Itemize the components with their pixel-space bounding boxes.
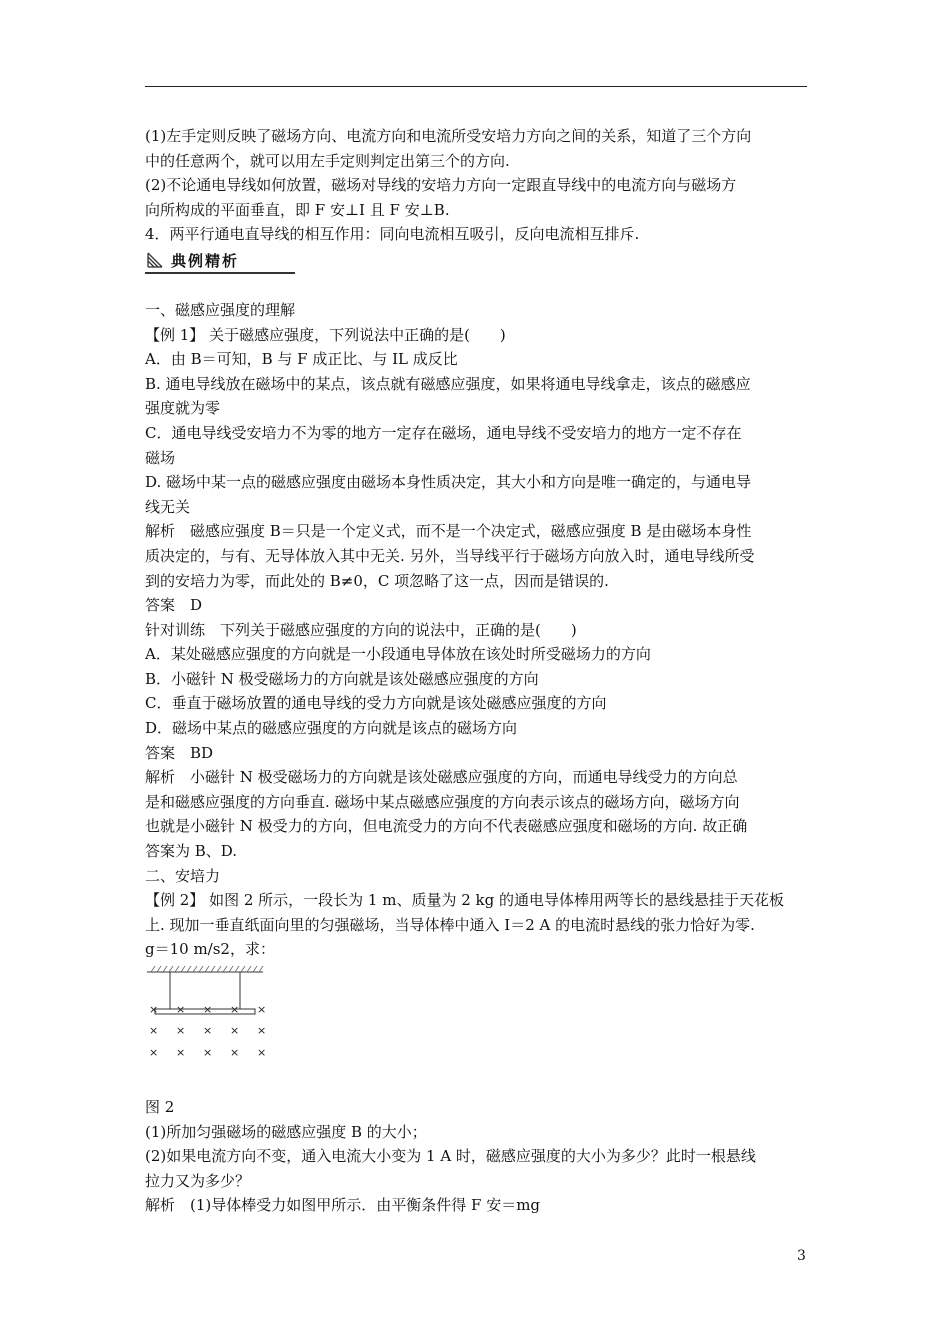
ceiling-hatch xyxy=(217,966,221,972)
field-into-page-mark: × xyxy=(149,1046,159,1059)
field-into-page-mark: × xyxy=(257,1046,267,1059)
field-into-page-mark: × xyxy=(257,1003,267,1016)
ceiling-hatch xyxy=(235,966,239,972)
field-into-page-mark: × xyxy=(149,1003,159,1016)
figure-2 xyxy=(145,964,275,1079)
field-into-page-mark: × xyxy=(176,1046,186,1059)
field-into-page-mark: × xyxy=(176,1003,186,1016)
ceiling-hatch xyxy=(199,966,203,972)
ceiling-hatch xyxy=(163,966,167,972)
text-line: 解析 (1)导体棒受力如图甲所示．由平衡条件得 F 安＝mg xyxy=(145,1196,541,1215)
text-line: 向所构成的平面垂直，即 F 安⊥I 且 F 安⊥B. xyxy=(145,200,450,219)
text-line: B．小磁针 N 极受磁场力的方向就是该处磁感应强度的方向 xyxy=(145,669,539,688)
ceiling-hatch xyxy=(211,966,215,972)
text-line: 磁场 xyxy=(145,448,176,467)
ceiling-hatch xyxy=(247,966,251,972)
field-into-page-mark: × xyxy=(203,1046,213,1059)
field-into-page-mark: × xyxy=(257,1024,267,1037)
text-line: 图 2 xyxy=(145,1098,175,1116)
text-line: 答案 BD xyxy=(145,743,214,762)
field-into-page-mark: × xyxy=(203,1024,213,1037)
text-line: 拉力又为多少？ xyxy=(145,1171,251,1190)
field-into-page-mark: × xyxy=(176,1024,186,1037)
text-line: 是和磁感应强度的方向垂直. 磁场中某点磁感应强度的方向表示该点的磁场方向，磁场方向 xyxy=(145,792,740,811)
text-line: 上. 现加一垂直纸面向里的匀强磁场，当导体棒中通入 I＝2 A 的电流时悬线的张力恰好为零. xyxy=(145,915,755,934)
ceiling-hatch xyxy=(175,966,179,972)
text-line: A．某处磁感应强度的方向就是一小段通电导体放在该处时所受磁场力的方向 xyxy=(145,645,651,664)
ceiling-hatch xyxy=(229,966,233,972)
page-content xyxy=(145,124,810,1218)
section-heading xyxy=(145,250,810,276)
text-line: (2)如果电流方向不变，通入电流大小变为 1 A 时，磁感应强度的大小为多少？此时一根悬线 xyxy=(145,1147,756,1166)
text-line: 针对训练 下列关于磁感应强度的方向的说法中，正确的是( ) xyxy=(145,620,577,639)
text-line: (1)所加匀强磁场的磁感应强度 B 的大小； xyxy=(145,1122,427,1141)
field-into-page-mark: × xyxy=(149,1024,159,1037)
ceiling-hatch xyxy=(259,966,263,972)
ceiling-hatch xyxy=(205,966,209,972)
text-line: 【例 1】 关于磁感应强度，下列说法中正确的是( ) xyxy=(145,325,506,344)
tail-text xyxy=(145,1095,810,1218)
text-line: D. 磁场中某一点的磁感应强度由磁场本身性质决定，其大小和方向是唯一确定的，与通电导 xyxy=(145,473,752,492)
text-line: 一、磁感应强度的理解 xyxy=(145,300,296,319)
text-line: B. 通电导线放在磁场中的某点，该点就有磁感应强度，如果将通电导线拿走，该点的磁感应 xyxy=(145,374,751,393)
field-into-page-mark: × xyxy=(230,1046,240,1059)
text-line: 4．两平行通电直导线的相互作用：同向电流相互吸引，反向电流相互排斥. xyxy=(145,225,640,244)
field-into-page-mark: × xyxy=(230,1024,240,1037)
field-into-page-mark: × xyxy=(203,1003,213,1016)
text-line: A．由 B＝可知，B 与 F 成正比、与 IL 成反比 xyxy=(145,350,458,369)
text-line: 线无关 xyxy=(145,497,191,516)
text-line: (1)左手定则反映了磁场方向、电流方向和电流所受安培力方向之间的关系，知道了三个方向 xyxy=(145,127,752,145)
ceiling-hatch xyxy=(223,966,227,972)
text-line: 答案为 B、D. xyxy=(145,842,238,861)
ceiling-hatch xyxy=(253,966,257,972)
text-line: C．通电导线受安培力不为零的地方一定存在磁场，通电导线不受安培力的地方一定不存在 xyxy=(145,423,742,442)
section-title: 典例精析 xyxy=(171,251,240,270)
text-line: g＝10 m/s2，求： xyxy=(145,940,275,959)
text-line: (2)不论通电导线如何放置，磁场对导线的安培力方向一定跟直导线中的电流方向与磁场方 xyxy=(145,176,737,195)
text-line: 中的任意两个，就可以用左手定则判定出第三个的方向. xyxy=(145,151,510,170)
ceiling-hatch xyxy=(241,966,245,972)
text-line: 强度就为零 xyxy=(145,399,221,418)
text-line: 二、安培力 xyxy=(145,866,221,885)
ceiling-hatch xyxy=(169,966,173,972)
text-line: 解析 小磁针 N 极受磁场力的方向就是该处磁感应强度的方向，而通电导线受力的方向总 xyxy=(145,768,738,787)
ceiling-hatch xyxy=(193,966,197,972)
text-line: 质决定的，与有、无导体放入其中无关. 另外，当导线平行于磁场方向放入时，通电导线所受 xyxy=(145,546,755,565)
text-line: D．磁场中某点的磁感应强度的方向就是该点的磁场方向 xyxy=(145,719,518,738)
text-line: 答案 D xyxy=(145,596,203,615)
text-line: 到的安培力为零，而此处的 B≠0，C 项忽略了这一点，因而是错误的. xyxy=(145,571,609,590)
body-text xyxy=(145,298,810,962)
ceiling-hatch xyxy=(181,966,185,972)
text-line: 【例 2】 如图 2 所示，一段长为 1 m、质量为 2 kg 的通电导体棒用两等长的悬线悬挂于天花板 xyxy=(145,891,785,910)
ceiling-hatch xyxy=(151,966,155,972)
ceiling-hatch xyxy=(187,966,191,972)
header-rule xyxy=(145,86,807,87)
page-number: 3 xyxy=(797,1248,806,1264)
text-line: 解析 磁感应强度 B＝只是一个定义式，而不是一个决定式，磁感应强度 B 是由磁场本身性 xyxy=(145,522,752,541)
text-line: C．垂直于磁场放置的通电导线的受力方向就是该处磁感应强度的方向 xyxy=(145,694,607,713)
field-into-page-mark: × xyxy=(230,1003,240,1016)
text-line: 也就是小磁针 N 极受力的方向，但电流受力的方向不代表磁感应强度和磁场的方向. 故正确 xyxy=(145,817,748,836)
section-marker-icon xyxy=(147,252,163,272)
ceiling-hatch xyxy=(157,966,161,972)
